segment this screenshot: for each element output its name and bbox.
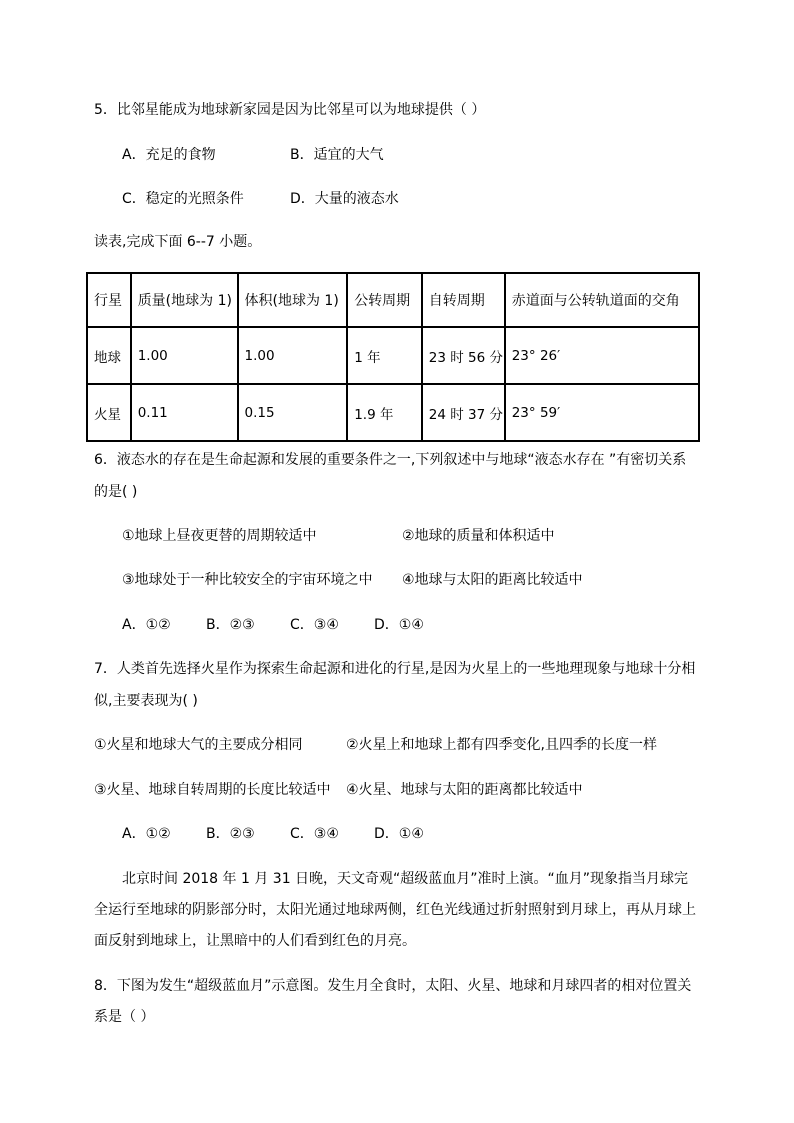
- q5-stem: 5．比邻星能成为地球新家园是因为比邻星可以为地球提供（ ）: [94, 102, 486, 118]
- q7-option-a: A．①②: [122, 826, 171, 842]
- q5-option-b: B．适宜的大气: [290, 147, 384, 163]
- planet-comparison-table: [86, 272, 700, 442]
- q6-item-2: ②地球的质量和体积适中: [402, 528, 555, 544]
- table-row-earth: [87, 327, 699, 384]
- table-cell: 23 时 56 分: [422, 327, 505, 384]
- table-header-cell: 赤道面与公转轨道面的交角: [505, 273, 699, 327]
- table-cell: 地球: [87, 327, 131, 384]
- q6-item-1: ①地球上昼夜更替的周期较适中: [122, 528, 317, 544]
- q6-stem-line2: 的是( ): [94, 484, 138, 500]
- q5-option-d: D．大量的液态水: [290, 191, 399, 207]
- q6-option-b: B．②③: [206, 617, 255, 633]
- table-header-row: [87, 273, 699, 327]
- table-cell: 0.15: [238, 384, 348, 441]
- passage-line-2: 全运行至地球的阴影部分时，太阳光通过地球两侧，红色光线通过折射照射到月球上，再从月球上: [94, 902, 696, 918]
- q7-item-1: ①火星和地球大气的主要成分相同: [94, 737, 303, 753]
- table-cell: 23° 26′: [505, 327, 699, 384]
- table-cell: 1 年: [347, 327, 422, 384]
- q5-option-a: A．充足的食物: [122, 147, 216, 163]
- q6-option-a: A．①②: [122, 617, 171, 633]
- table-header-cell: 自转周期: [422, 273, 505, 327]
- q8-stem-line2: 系是（ ）: [94, 1009, 155, 1025]
- table-row-mars: [87, 384, 699, 441]
- q6-option-d: D．①④: [374, 617, 424, 633]
- table-cell: 24 时 37 分: [422, 384, 505, 441]
- q6-stem-line1: 6．液态水的存在是生命起源和发展的重要条件之一,下列叙述中与地球“液态水存在 ”有密切关系: [94, 452, 687, 468]
- q5-option-c: C．稳定的光照条件: [122, 191, 244, 207]
- q6-item-3: ③地球处于一种比较安全的宇宙环境之中: [122, 572, 373, 588]
- q6-option-c: C．③④: [290, 617, 339, 633]
- table-cell: 1.00: [131, 327, 238, 384]
- table-header-cell: 体积(地球为 1): [238, 273, 348, 327]
- table-cell: 23° 59′: [505, 384, 699, 441]
- q7-option-d: D．①④: [374, 826, 424, 842]
- table-header-cell: 质量(地球为 1): [131, 273, 238, 327]
- q7-stem-line2: 似,主要表现为( ): [94, 693, 198, 709]
- q7-option-b: B．②③: [206, 826, 255, 842]
- q8-stem-line1: 8．下图为发生“超级蓝血月”示意图。发生月全食时，太阳、火星、地球和月球四者的相对位置关: [94, 978, 692, 994]
- table-header-cell: 公转周期: [347, 273, 422, 327]
- q7-item-3: ③火星、地球自转周期的长度比较适中: [94, 782, 331, 798]
- table-cell: 1.00: [238, 327, 348, 384]
- q7-item-2: ②火星上和地球上都有四季变化,且四季的长度一样: [346, 737, 657, 753]
- q6-item-4: ④地球与太阳的距离比较适中: [402, 572, 583, 588]
- passage-line-1: 北京时间 2018 年 1 月 31 日晚，天文奇观“超级蓝血月”准时上演。“血月”现象指当月球完: [122, 871, 689, 887]
- table-cell: 0.11: [131, 384, 238, 441]
- table-header-cell: 行星: [87, 273, 131, 327]
- table-cell: 1.9 年: [347, 384, 422, 441]
- q7-stem-line1: 7．人类首先选择火星作为探索生命起源和进化的行星,是因为火星上的一些地理现象与地球十分相: [94, 661, 696, 677]
- passage-line-3: 面反射到地球上，让黑暗中的人们看到红色的月亮。: [94, 933, 416, 949]
- q7-item-4: ④火星、地球与太阳的距离都比较适中: [346, 782, 583, 798]
- table-cell: 火星: [87, 384, 131, 441]
- table-intro: 读表,完成下面 6--7 小题。: [94, 234, 262, 250]
- q7-option-c: C．③④: [290, 826, 339, 842]
